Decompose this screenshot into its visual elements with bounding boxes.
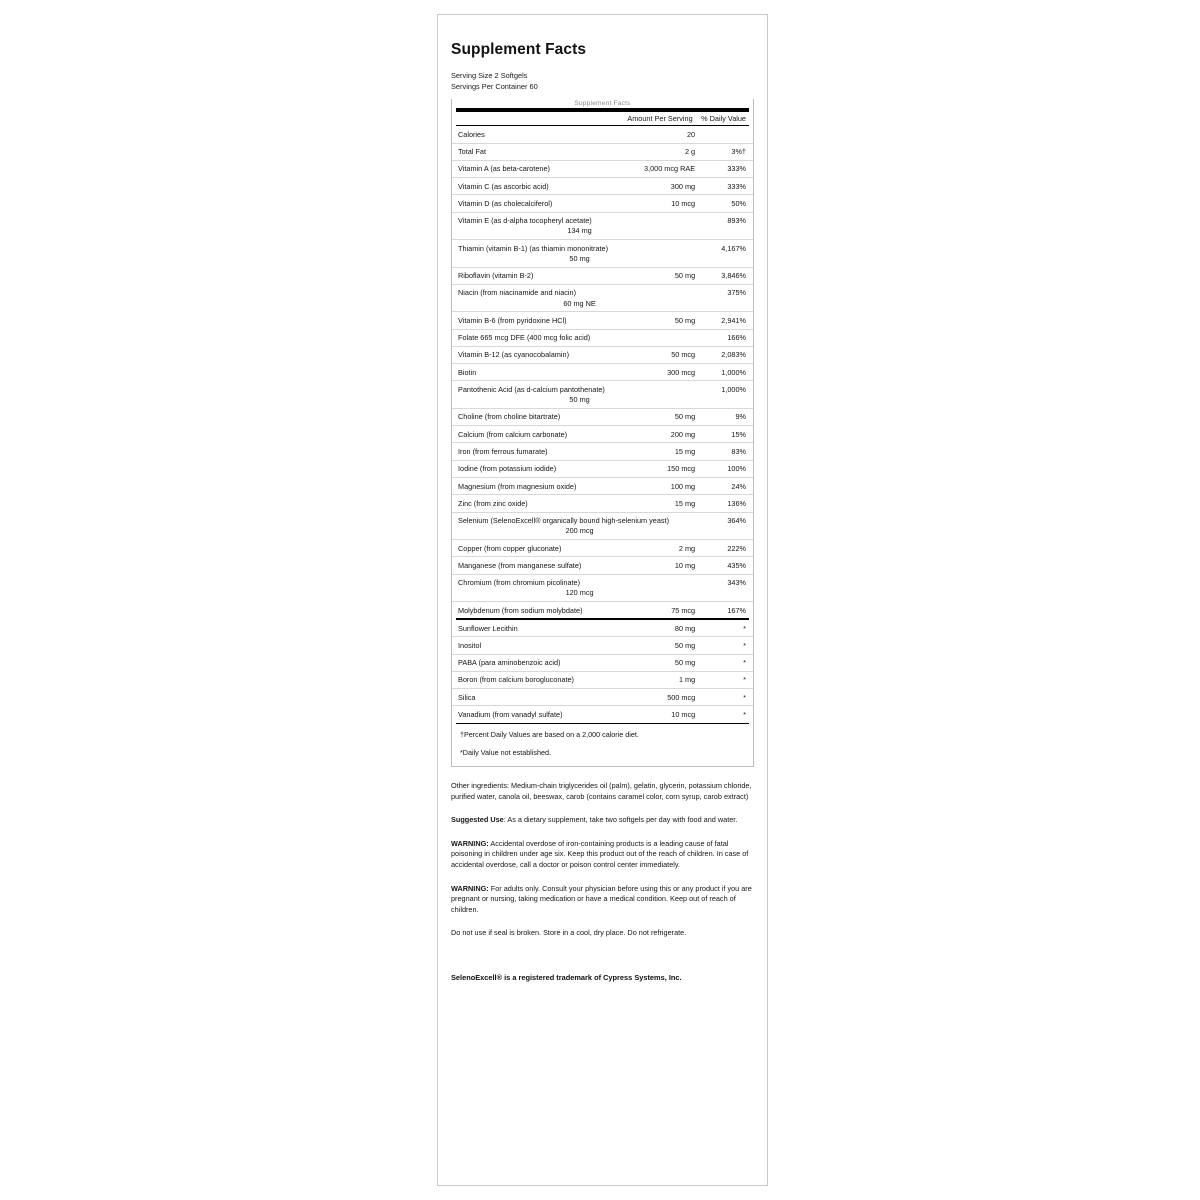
no-dv-nutrient-rows [452, 620, 753, 723]
table-row [452, 212, 753, 239]
nutrient-daily-value: 15% [701, 426, 753, 443]
nutrient-name: Riboflavin (vitamin B-2) [452, 267, 623, 284]
label-header [438, 41, 767, 92]
nutrient-name: Biotin [452, 364, 623, 381]
nutrient-amount: 50 mg [569, 253, 590, 263]
nutrient-daily-value: 343% [701, 574, 753, 601]
supplement-label-panel [437, 14, 768, 1186]
nutrient-daily-value: 50% [701, 195, 753, 212]
table-row [452, 637, 753, 654]
table-row [452, 706, 753, 723]
suggested-use [451, 815, 754, 826]
footnote-dagger: †Percent Daily Values are based on a 2,000 calorie diet. [460, 730, 639, 740]
nutrient-amount: 200 mg [623, 426, 701, 443]
nutrient-name: Vanadium (from vanadyl sulfate) [458, 710, 563, 720]
suggested-use-label: Suggested Use [451, 815, 504, 825]
nutrient-amount: 100 mg [623, 478, 701, 495]
storage-instructions: Do not use if seal is broken. Store in a cool, dry place. Do not refrigerate. [451, 928, 687, 938]
nutrient-amount: 2 mg [623, 540, 701, 557]
nutrient-daily-value: 83% [701, 443, 753, 460]
nutrient-daily-value: 1,000% [701, 364, 753, 381]
table-row [452, 478, 753, 495]
nutrient-name: PABA (para aminobenzoic acid) [452, 654, 623, 671]
table-row [452, 671, 753, 688]
nutrient-daily-value: 9% [701, 408, 753, 425]
warning-adults-text: For adults only. Consult your physician before using this or any product if you are pregnant or nursing, taking medication or have a medical condition. Keep out of reach of children. [451, 883, 752, 914]
nutrient-amount: 50 mg [569, 395, 590, 405]
nutrient-name: Vitamin B-12 (as cyanocobalamin) [452, 346, 623, 363]
serving-info [451, 71, 754, 92]
table-row [452, 126, 753, 143]
nutrient-daily-value [701, 126, 753, 143]
warning-iron-label: WARNING: [451, 838, 489, 848]
supplement-facts-table [452, 112, 753, 125]
table-row [452, 557, 753, 574]
nutrient-name: Vitamin E (as d-alpha tocopheryl acetate) 134 mg [452, 212, 701, 239]
nutrient-amount: 15 mg [623, 443, 701, 460]
warning-adults-label: WARNING: [451, 883, 489, 893]
warning-iron-text: Accidental overdose of iron-containing products is a leading cause of fatal poisoning in children under age six. Keep this product out of the reach of children. In case of accidental overdose, call a doctor or poison control center immediately. [451, 838, 749, 869]
page-title: Supplement Facts [451, 41, 587, 58]
table-row [452, 574, 753, 601]
nutrient-amount: 10 mg [623, 557, 701, 574]
table-row [452, 654, 753, 671]
nutrient-name: Choline (from choline bitartrate) [452, 408, 623, 425]
label-body-copy [438, 781, 767, 984]
nutrient-amount: 300 mg [623, 178, 701, 195]
table-row [452, 346, 753, 363]
nutrient-amount: 134 mg [567, 226, 592, 236]
nutrient-daily-value: 166% [701, 329, 753, 346]
nutrient-daily-value: * [701, 620, 753, 637]
nutrient-daily-value: 2,941% [701, 312, 753, 329]
table-row [452, 408, 753, 425]
nutrient-amount: 20 [623, 126, 701, 143]
footnote-asterisk: *Daily Value not established. [460, 747, 551, 757]
nutrient-daily-value: 222% [701, 540, 753, 557]
table-row [452, 240, 753, 267]
nutrient-daily-value: 893% [701, 212, 753, 239]
table-row [452, 460, 753, 477]
nutrient-amount: 150 mcg [623, 460, 701, 477]
nutrient-amount: 500 mcg [623, 689, 701, 706]
nutrient-name: Boron (from calcium borogluconate) [452, 671, 623, 688]
other-ingredients: Other ingredients: Medium-chain triglycerides oil (palm), gelatin, glycerin, potassium chloride, purified water, canola oil, beeswax, carob (contains caramel color, corn syrup, carob extract) [451, 781, 752, 801]
supplement-facts-box [451, 99, 754, 767]
nutrient-daily-value: 136% [701, 495, 753, 512]
table-row [452, 443, 753, 460]
nutrient-daily-value: 435% [701, 557, 753, 574]
nutrient-name: Molybdenum (from sodium molybdate) [458, 605, 583, 615]
table-row [452, 284, 753, 311]
trademark-notice: SelenoExcell® is a registered trademark of Cypress Systems, Inc. [451, 972, 682, 982]
nutrient-name: Inositol [452, 637, 623, 654]
nutrient-daily-value: * [701, 637, 753, 654]
nutrient-amount: 75 mcg [671, 605, 696, 615]
nutrient-name: Zinc (from zinc oxide) [452, 495, 623, 512]
nutrient-name: Sunflower Lecithin [452, 620, 623, 637]
table-row [452, 329, 753, 346]
nutrient-daily-value: 2,083% [701, 346, 753, 363]
nutrient-daily-value: 167% [727, 605, 746, 615]
nutrient-name: Folate 665 mcg DFE (400 mcg folic acid) [452, 329, 623, 346]
table-row [452, 178, 753, 195]
nutrient-daily-value: 333% [701, 160, 753, 177]
nutrient-amount: 2 g [623, 143, 701, 160]
nutrient-name: Manganese (from manganese sulfate) [452, 557, 623, 574]
nutrient-name: Chromium (from chromium picolinate) 120 mcg [452, 574, 701, 601]
table-row [452, 602, 753, 619]
header-percent-daily-value: % Daily Value [701, 113, 746, 123]
nutrient-amount: 1 mg [623, 671, 701, 688]
nutrient-name: Vitamin B-6 (from pyridoxine HCl) [452, 312, 623, 329]
nutrient-amount: 15 mg [623, 495, 701, 512]
table-row [452, 195, 753, 212]
nutrient-name: Pantothenic Acid (as d-calcium pantothenate) 50 mg [452, 381, 701, 408]
faint-repeat-title: Supplement Facts [574, 100, 631, 108]
nutrient-daily-value: 375% [701, 284, 753, 311]
serving-size: Serving Size 2 Softgels [451, 71, 528, 81]
nutrient-amount [623, 329, 701, 346]
nutrient-name: Vitamin C (as ascorbic acid) [452, 178, 623, 195]
nutrient-name: Iron (from ferrous fumarate) [452, 443, 623, 460]
nutrient-name: Vitamin D (as cholecalciferol) [452, 195, 623, 212]
nutrient-amount: 300 mcg [623, 364, 701, 381]
nutrient-daily-value: 24% [701, 478, 753, 495]
table-row [452, 312, 753, 329]
nutrient-amount: 50 mg [623, 408, 701, 425]
nutrient-daily-value: * [743, 710, 746, 720]
nutrient-amount: 50 mg [623, 654, 701, 671]
warning-iron [451, 839, 754, 871]
nutrient-daily-value: * [701, 654, 753, 671]
nutrient-name: Selenium (SelenoExcell® organically bound high-selenium yeast) 200 mcg [452, 512, 701, 539]
table-row [452, 143, 753, 160]
nutrient-daily-value: 364% [701, 512, 753, 539]
nutrient-name: Calcium (from calcium carbonate) [452, 426, 623, 443]
nutrient-name: Total Fat [452, 143, 623, 160]
nutrient-daily-value: * [701, 671, 753, 688]
nutrient-amount: 50 mg [623, 312, 701, 329]
table-row [452, 267, 753, 284]
table-row [452, 160, 753, 177]
nutrient-daily-value: 4,167% [701, 240, 753, 267]
table-row [452, 364, 753, 381]
nutrient-name: Magnesium (from magnesium oxide) [452, 478, 623, 495]
table-row [452, 620, 753, 637]
nutrient-amount: 120 mcg [565, 588, 594, 598]
table-row [452, 540, 753, 557]
nutrient-amount: 60 mg NE [563, 298, 596, 308]
nutrient-amount: 50 mg [623, 637, 701, 654]
nutrient-daily-value: 3%† [701, 143, 753, 160]
nutrient-rows [452, 126, 753, 618]
table-row [452, 512, 753, 539]
header-amount-per-serving: Amount Per Serving [627, 113, 693, 123]
nutrient-name: Calories [452, 126, 623, 143]
nutrient-daily-value: 3,846% [701, 267, 753, 284]
nutrient-name: Silica [452, 689, 623, 706]
footnotes [452, 724, 753, 766]
nutrient-daily-value: 100% [701, 460, 753, 477]
nutrient-daily-value: 1,000% [701, 381, 753, 408]
nutrient-amount: 80 mg [623, 620, 701, 637]
nutrient-daily-value: 333% [701, 178, 753, 195]
nutrient-amount: 10 mcg [671, 710, 696, 720]
table-row [452, 426, 753, 443]
nutrient-daily-value: * [701, 689, 753, 706]
header-spacer [452, 112, 624, 125]
warning-adults [451, 884, 754, 916]
servings-per-container: Servings Per Container 60 [451, 81, 538, 91]
nutrient-amount: 50 mg [623, 267, 701, 284]
nutrient-name: Thiamin (vitamin B-1) (as thiamin mononitrate) 50 mg [452, 240, 701, 267]
table-row [452, 381, 753, 408]
table-row [452, 689, 753, 706]
nutrient-name: Niacin (from niacinamide and niacin) 60 mg NE [452, 284, 701, 311]
nutrient-name: Vitamin A (as beta-carotene) [452, 160, 623, 177]
nutrient-amount: 10 mcg [623, 195, 701, 212]
nutrient-name: Copper (from copper gluconate) [452, 540, 623, 557]
table-header-row [452, 112, 753, 125]
nutrient-amount: 50 mcg [623, 346, 701, 363]
nutrient-amount: 3,000 mcg RAE [623, 160, 701, 177]
nutrient-amount: 200 mcg [565, 526, 594, 536]
table-row [452, 495, 753, 512]
suggested-use-text: : As a dietary supplement, take two softgels per day with food and water. [503, 815, 738, 825]
nutrient-name: Iodine (from potassium iodide) [452, 460, 623, 477]
